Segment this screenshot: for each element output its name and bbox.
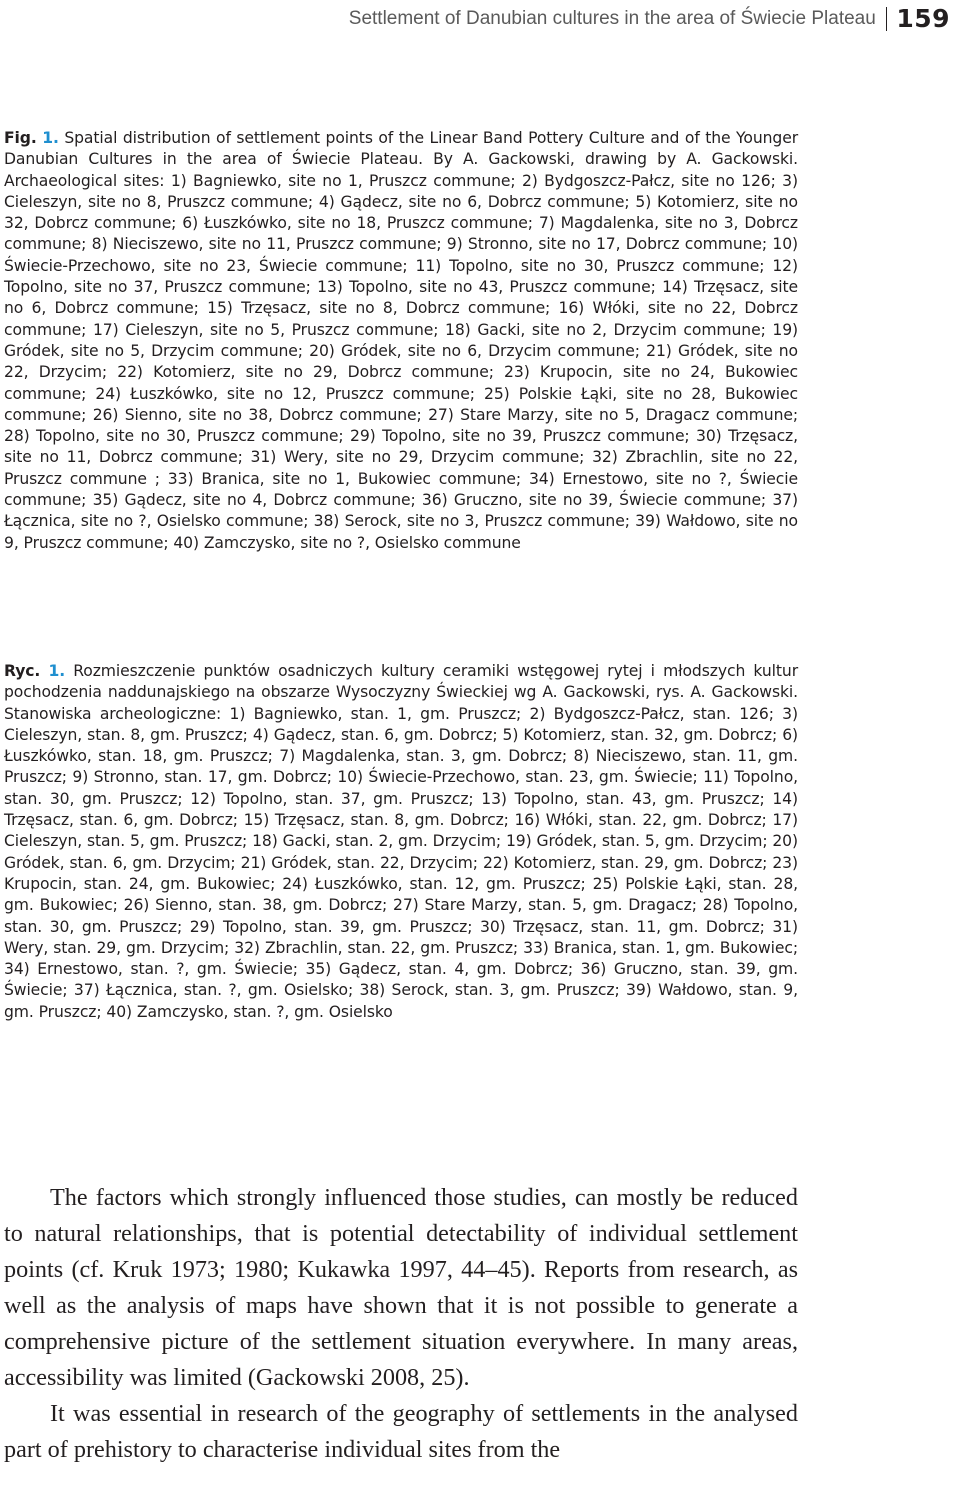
page-number: 159 bbox=[896, 4, 950, 33]
caption-label: Fig. bbox=[4, 129, 37, 147]
figure-caption-english bbox=[4, 128, 798, 554]
caption-label: Ryc. bbox=[4, 662, 41, 680]
running-header bbox=[349, 4, 950, 33]
header-divider bbox=[886, 7, 888, 31]
caption-text: Spatial distribution of settlement points of the Linear Band Pottery Culture and of the Younger Danubian Cultures in the area of Świecie Plateau. By A. Gackowski, drawing by A. Gackowski. Archaeological sites: 1) Bagniewko, site no 1, Pruszcz commune; 2) Bydgoszcz-Pałcz, site no 126; 3) Cieleszyn, site no 8, Pruszcz commune; 4) Gądecz, site no 6, Dobrcz commune; 5) Kotomierz, site no 32, Dobrcz commune; 6) Łuszkówko, site no 18, Pruszcz commune; 7) Magdalenka, site no 3, Dobrcz commune; 8) Nieciszewo, site no 11, Pruszcz commune; 9) Stronno, site no 17, Dobrcz commune; 10) Świecie-Przechowo, site no 23, Świecie commune; 11) Topolno, site no 30, Pruszcz commune; 12) Topolno, site no 37, Pruszcz commune; 13) Topolno, site no 43, Pruszcz commune; 14) Trzęsacz, site no 6, Dobrcz commune; 15) Trzęsacz, site no 8, Dobrcz commune; 16) Włóki, site no 22, Dobrcz commune; 17) Cieleszyn, site no 5, Pruszcz commune; 18) Gacki, site no 2, Drzycim commune; 19) Gródek, site no 5, Drzycim commune; 20) Gródek, site no 6, Drzycim commune; 21) Gródek, site no 22, Drzycim; 22) Kotomierz, site no 29, Dobrcz commune; 23) Krupocin, site no 24, Bukowiec commune; 24) Łuszkówko, site no 12, Pruszcz commune; 25) Polskie Łąki, site no 28, Bukowiec commune; 26) Sienno, site no 38, Dobrcz commune; 27) Stare Marzy, site no 5, Dragacz commune; 28) Topolno, site no 30, Pruszcz commune; 29) Topolno, site no 39, Pruszcz commune; 30) Trzęsacz, site no 11, Dobrcz commune; 31) Wery, site no 29, Drzycim commune; 32) Zbrachlin, site no 22, Pruszcz commune ; 33) Branica, site no 1, Bukowiec commune; 34) Ernestowo, site no ?, Świecie commune; 35) Gądecz, site no 4, Dobrcz commune; 36) Gruczno, site no 39, Świecie commune; 37) Łącznica, site no ?, Osielsko commune; 38) Serock, site no 3, Pruszcz commune; 39) Wałdowo, site no 9, Pruszcz commune; 40) Zamczysko, site no ?, Osielsko commune bbox=[4, 129, 799, 552]
figure-caption-polish bbox=[4, 661, 798, 1023]
caption-figure-number: 1. bbox=[42, 129, 59, 147]
running-title: Settlement of Danubian cultures in the area of Świecie Plateau bbox=[348, 7, 876, 29]
body-text bbox=[4, 1180, 798, 1468]
body-paragraph: It was essential in research of the geography of settlements in the analysed part of prehistory to characterise individual sites from the bbox=[4, 1400, 798, 1463]
caption-figure-number: 1. bbox=[48, 662, 66, 680]
caption-text: Rozmieszczenie punktów osadniczych kultury ceramiki wstęgowej rytej i młodszych kultur pochodzenia naddunajskiego na obszarze Wysoczyzny Świeckiej wg A. Gackowski, rys. A. Gackowski. Stanowiska archeologiczne: 1) Bagniewko, stan. 1, gm. Pruszcz; 2) Bydgoszcz-Pałcz, stan. 126; 3) Cieleszyn, stan. 8, gm. Pruszcz; 4) Gądecz, stan. 6, gm. Dobrcz; 5) Kotomierz, stan. 32, gm. Dobrcz; 6) Łuszkówko, stan. 18, gm. Pruszcz; 7) Magdalenka, stan. 3, gm. Dobrcz; 8) Nieciszewo, stan. 11, gm. Pruszcz; 9) Stronno, stan. 17, gm. Dobrcz; 10) Świecie-Przechowo, stan. 23, gm. Świecie; 11) Topolno, stan. 30, gm. Pruszcz; 12) Topolno, stan. 37, gm. Pruszcz; 13) Topolno, stan. 43, gm. Pruszcz; 14) Trzęsacz, stan. 6, gm. Dobrcz; 15) Trzęsacz, stan. 8, gm. Dobrcz; 16) Włóki, stan. 22, gm. Dobrcz; 17) Cieleszyn, stan. 5, gm. Pruszcz; 18) Gacki, stan. 2, gm. Drzycim; 19) Gródek, stan. 5, gm. Drzycim; 20) Gródek, stan. 6, gm. Drzycim; 21) Gródek, stan. 22, Drzycim; 22) Kotomierz, stan. 29, gm. Dobrcz; 23) Krupocin, stan. 24, gm. Bukowiec; 24) Łuszkówko, stan. 12, gm. Pruszcz; 25) Polskie Łąki, stan. 28, gm. Bukowiec; 26) Sienno, stan. 38, gm. Dobrcz; 27) Stare Marzy, stan. 5, gm. Dragacz; 28) Topolno, stan. 30, gm. Pruszcz; 29) Topolno, stan. 39, gm. Pruszcz; 30) Trzęsacz, stan. 11, gm. Dobrcz; 31) Wery, stan. 29, gm. Drzycim; 32) Zbrachlin, stan. 22, gm. Pruszcz; 33) Branica, stan. 1, gm. Bukowiec; 34) Ernestowo, stan. ?, gm. Świecie; 35) Gądecz, stan. 4, gm. Dobrcz; 36) Gruczno, stan. 39, gm. Świecie; 37) Łącznica, stan. ?, gm. Osielsko; 38) Serock, stan. 3, gm. Pruszcz; 39) Wałdowo, stan. 9, gm. Pruszcz; 40) Zamczysko, stan. ?, gm. Osielsko bbox=[4, 662, 798, 1021]
body-paragraph: The factors which strongly influenced those studies, can mostly be reduced to natural relationships, that is potential detectability of individual settlement points (cf. Kruk 1973; 1980; Kukawka 1997, 44–45). Reports from research, as well as the analysis of maps have shown that it is not possible to generate a comprehensive picture of the settlement situation everywhere. In many areas, accessibility was limited (Gackowski 2008, 25). bbox=[4, 1184, 798, 1391]
